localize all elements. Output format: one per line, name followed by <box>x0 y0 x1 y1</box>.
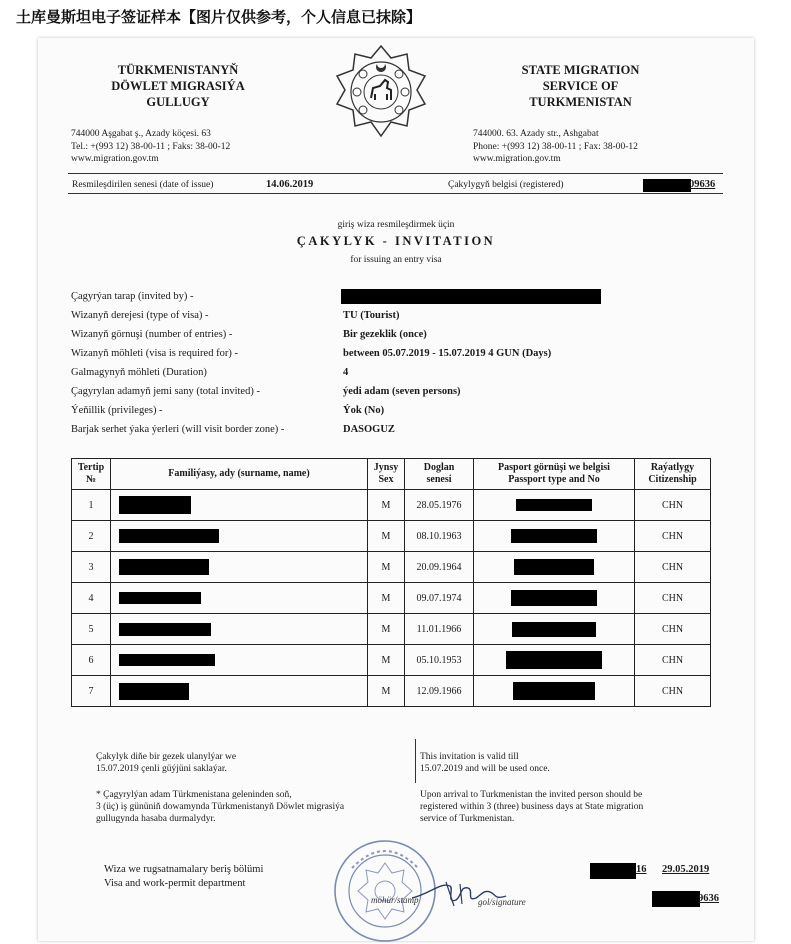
redacted-block <box>119 592 201 604</box>
table-row: 2 M 08.10.1963 CHN <box>72 521 711 552</box>
privileges-value: Ýok (No) <box>343 405 385 416</box>
redacted-block <box>119 654 215 666</box>
total-invited-label: Çagyrylan adamyň jemi sany (total invited) - <box>71 386 260 397</box>
title-sub: for issuing an entry visa <box>350 255 442 265</box>
table-row: 1 M 28.05.1976 CHN <box>72 490 711 521</box>
duration-label: Galmagynyň möhleti (Duration) <box>71 367 207 378</box>
col-sex: Jynsy Sex <box>368 459 405 490</box>
redacted-block <box>506 651 602 669</box>
visa-type-value: TU (Tourist) <box>343 310 400 321</box>
redacted-block <box>590 863 636 879</box>
redacted-block <box>119 623 211 636</box>
title-pre: giriş wiza resmileşdirmek üçin <box>337 220 455 230</box>
tm-organization: TÜRKMENISTANYŇ DÖWLET MIGRASIÝA GULLUGY <box>111 63 245 109</box>
redacted-block <box>119 496 191 514</box>
visa-type-label: Wizanyň derejesi (type of visa) - <box>71 310 209 321</box>
total-invited-value: ýedi adam (seven persons) <box>343 386 461 397</box>
invited-by-label: Çagyrýan tarap (invited by) - <box>71 291 194 302</box>
redacted-block <box>511 590 597 606</box>
redacted-block <box>119 559 209 575</box>
notes-divider <box>415 739 416 783</box>
col-number: Tertip № <box>72 459 111 490</box>
table-header-row <box>72 459 711 490</box>
document-title: ÇAKYLYK - INVITATION <box>296 234 496 248</box>
redacted-block <box>341 289 601 304</box>
registration-note-en: Upon arrival to Turkmenistan the invited person should be registered within 3 (three) business days at State migration service of Turkmenistan. <box>420 790 644 824</box>
table-row: 5 M 11.01.1966 CHN <box>72 614 711 645</box>
issue-date-value: 14.06.2019 <box>266 179 314 190</box>
redacted-block <box>119 529 219 543</box>
stamp-label: möhür/stamp <box>371 895 419 905</box>
visa-period-label: Wizanyň möhleti (visa is required for) - <box>71 348 238 359</box>
table-row: 7 M 12.09.1966 CHN <box>72 676 711 707</box>
validity-note-en: This invitation is valid till 15.07.2019 and will be used once. <box>420 752 550 774</box>
redacted-block <box>516 499 592 511</box>
state-emblem-icon <box>333 44 429 140</box>
redacted-block <box>514 559 594 575</box>
table-row: 3 M 20.09.1964 CHN <box>72 552 711 583</box>
department-en: Visa and work-permit department <box>104 878 246 889</box>
col-citizenship: Raýatlygy Citizenship <box>635 459 711 490</box>
footer-registration: 9636 <box>698 893 719 904</box>
tm-address: 744000 Aşgabat ş., Azady köçesi. 63 Tel.: +(993 12) 38-00-11 ; Faks: 38-00-12 www.migration.gov.tm <box>71 129 231 164</box>
col-passport: Pasport görnüşi we belgisi Passport type and No <box>474 459 635 490</box>
redacted-block <box>652 891 700 907</box>
entries-value: Bir gezeklik (once) <box>343 329 427 340</box>
signature-date: 29.05.2019 <box>662 864 710 875</box>
invited-persons-table <box>71 458 711 707</box>
privileges-label: Ýeňillik (privileges) - <box>71 405 163 416</box>
entries-label: Wizanyň görnuşi (number of entries) - <box>71 329 233 340</box>
redacted-block <box>513 682 595 700</box>
col-name: Familiýasy, ady (surname, name) <box>111 459 368 490</box>
department-tm: Wiza we rugsatnamalary beriş bölümi <box>104 864 264 875</box>
table-row: 6 M 05.10.1953 CHN <box>72 645 711 676</box>
invitation-document <box>38 38 754 941</box>
en-organization: STATE MIGRATION SERVICE OF TURKMENISTAN <box>521 63 640 109</box>
redacted-block <box>511 529 597 543</box>
redacted-block <box>512 622 596 637</box>
page-caption: 土库曼斯坦电子签证样本【图片仅供参考，个人信息已抹除】 <box>16 8 422 26</box>
registration-label: Çakylygyň belgisi (registered) <box>448 180 564 190</box>
registration-value: 09636 <box>689 179 716 190</box>
divider <box>68 173 723 174</box>
en-address: 744000. 63. Azady str., Ashgabat Phone: +(993 12) 38-00-11 ; Fax: 38-00-12 www.migration.gov.tm <box>473 129 638 164</box>
border-zone-value: DASOGUZ <box>343 424 395 435</box>
visa-period-value: between 05.07.2019 - 15.07.2019 4 GUN (Days) <box>343 348 552 359</box>
signature-label: gol/signature <box>478 897 526 907</box>
divider <box>68 193 723 194</box>
col-birth: Doglan senesi <box>405 459 474 490</box>
border-zone-label: Barjak serhet ýaka ýerleri (will visit border zone) - <box>71 424 285 435</box>
validity-note-tm: Çakylyk diňe bir gezek ulanylýar we 15.07.2019 çenli güýjüni saklaýar. <box>96 752 237 774</box>
registration-note-tm: * Çagyrylýan adam Türkmenistana geleninden soň, 3 (üç) iş gününiň dowamynda Türkmenistanyň Döwlet migrasiýa gullugynda hasaba durmalydyr. <box>96 790 345 824</box>
redacted-block <box>643 179 691 192</box>
redacted-block <box>119 683 189 700</box>
duration-value: 4 <box>343 367 349 378</box>
issue-date-label: Resmileşdirilen senesi (date of issue) <box>72 180 214 190</box>
reference-number: 16 <box>636 864 647 875</box>
table-row: 4 M 09.07.1974 CHN <box>72 583 711 614</box>
